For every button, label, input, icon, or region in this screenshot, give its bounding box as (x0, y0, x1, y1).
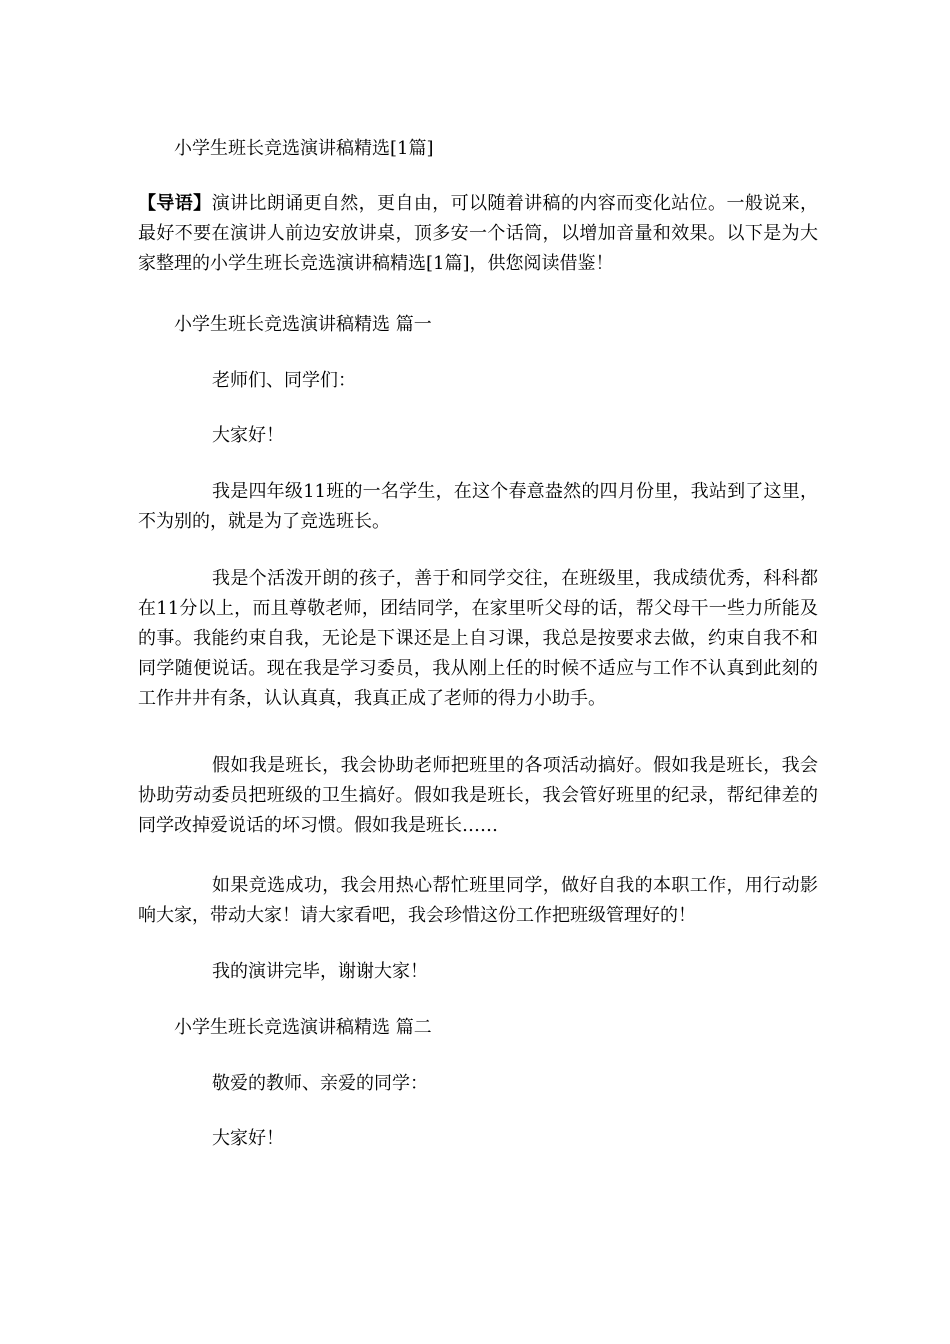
speech1-paragraph-1: 我是四年级11班的一名学生，在这个春意盎然的四月份里，我站到了这里，不为别的，就是为了竞选班长。 (138, 481, 818, 532)
speech1-salutation: 老师们、同学们： (212, 370, 356, 391)
speech1-heading: 小学生班长竞选演讲稿精选 篇一 (174, 314, 432, 335)
document-title: 小学生班长竞选演讲稿精选[1篇] (174, 138, 434, 159)
speech2-salutation: 敬爱的教师、亲爱的同学： (212, 1073, 428, 1094)
intro-paragraph (138, 189, 818, 279)
speech2-greeting: 大家好！ (212, 1128, 284, 1149)
speech1-greeting: 大家好！ (212, 425, 284, 446)
speech2-heading: 小学生班长竞选演讲稿精选 篇二 (174, 1017, 432, 1038)
speech1-closing: 我的演讲完毕，谢谢大家！ (212, 961, 428, 982)
intro-tag: 【导语】 (138, 193, 212, 214)
speech1-paragraph-2: 我是个活泼开朗的孩子，善于和同学交往，在班级里，我成绩优秀，科科都在11分以上，而且尊敬老师，团结同学，在家里听父母的话，帮父母干一些力所能及的事。我能约束自我，无论是下课还是上自习课，我总是按要求去做，约束自我不和同学随便说话。现在我是学习委员，我从刚上任的时候不适应与工作不认真到此刻的工作井井有条，认认真真，我真正成了老师的得力小助手。 (138, 568, 818, 709)
speech1-paragraph-4: 如果竞选成功，我会用热心帮忙班里同学，做好自我的本职工作，用行动影响大家，带动大家！请大家看吧，我会珍惜这份工作把班级管理好的！ (138, 875, 818, 926)
intro-text: 演讲比朗诵更自然，更自由，可以随着讲稿的内容而变化站位。一般说来，最好不要在演讲人前边安放讲桌，顶多安一个话筒，以增加音量和效果。以下是为大家整理的小学生班长竞选演讲稿精选[1篇]，供您阅读借鉴！ (138, 193, 819, 274)
speech1-paragraph-3: 假如我是班长，我会协助老师把班里的各项活动搞好。假如我是班长，我会协助劳动委员把班级的卫生搞好。假如我是班长，我会管好班里的纪录，帮纪律差的同学改掉爱说话的坏习惯。假如我是班长…… (138, 755, 818, 836)
